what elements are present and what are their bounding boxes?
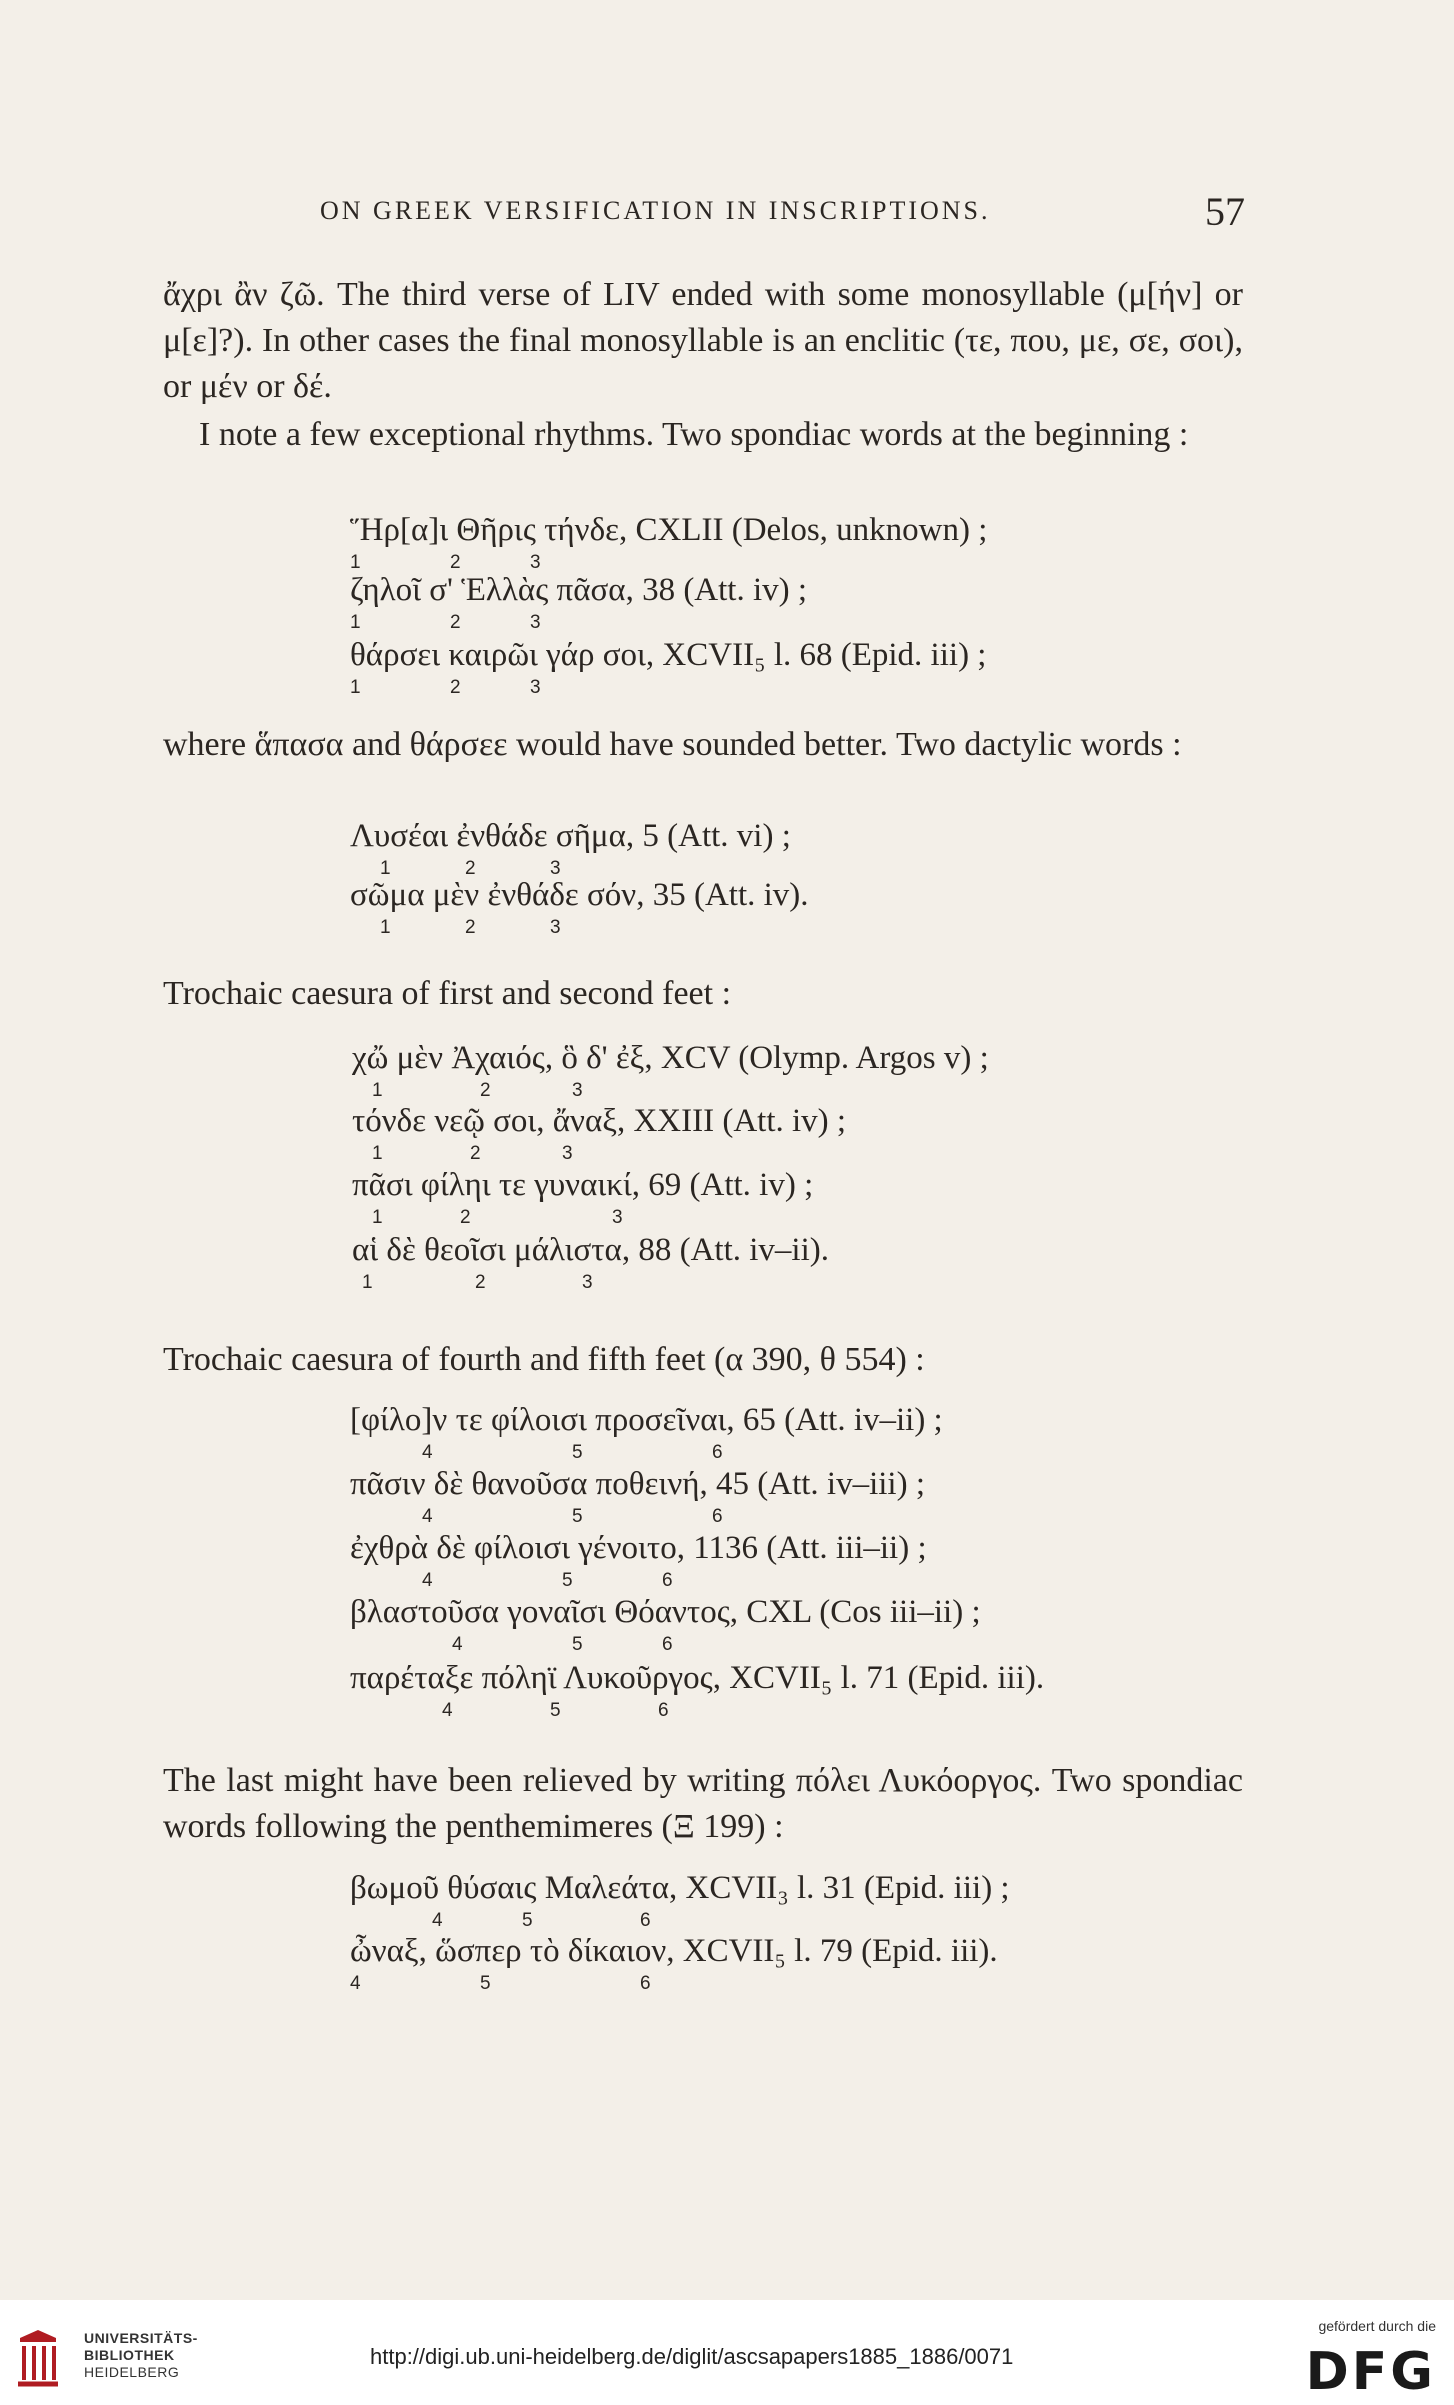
verse-line: ἐχθρὰ δὲ φίλοισι γένοιτο, 1136 (Att. iii–ii) ;: [350, 1530, 927, 1566]
foot-number: 1: [372, 1080, 383, 1101]
dfg-logo: DFG: [1305, 2342, 1436, 2402]
header-title: ON GREEK VERSIFICATION IN INSCRIPTIONS.: [320, 196, 991, 225]
library-name-line: HEIDELBERG: [84, 2364, 180, 2380]
foot-number: 1: [350, 552, 361, 573]
foot-number: 3: [550, 858, 561, 879]
foot-number: 2: [460, 1207, 471, 1228]
verse-line: βωμοῦ θύσαις Μαλεάτα, XCVII₃ l. 31 (Epid. iii) ;: [350, 1870, 1010, 1906]
foot-number: 6: [662, 1570, 673, 1591]
foot-number: 4: [442, 1700, 453, 1721]
foot-number: 1: [372, 1143, 383, 1164]
foot-number: 6: [640, 1973, 651, 1994]
verse-line: θάρσει καιρῶι γάρ σοι, XCVII₅ l. 68 (Epid. iii) ;: [350, 637, 987, 673]
paragraph-1: ἄχρι ἂν ζῶ. The third verse of LIV ended with some monosyllable (μ[ήν] or μ[ε]?). In other cases the final monosyllable is an enclitic (τε, που, με, σε, σοι), or μέν or δέ.: [163, 276, 1243, 405]
paragraph-6: The last might have been relieved by writing πόλει Λυκόοργος. Two spondiac words following the penthemimeres (Ξ 199) :: [163, 1762, 1243, 1845]
foot-number: 4: [422, 1442, 433, 1463]
foot-number: 3: [582, 1272, 593, 1293]
verse-line: παρέταξε πόληϊ Λυκοῦργος, XCVII₅ l. 71 (Epid. iii).: [350, 1660, 1045, 1696]
foot-number: 3: [530, 677, 541, 698]
verse-line: πᾶσιν δὲ θανοῦσα ποθεινή, 45 (Att. iv–iii) ;: [350, 1466, 926, 1502]
foot-number: 3: [612, 1207, 623, 1228]
foot-number: 6: [640, 1910, 651, 1931]
verse-line: χὤ μὲν Ἀχαιός, ὃ δ' ἐξ, XCV (Olymp. Argos v) ;: [352, 1040, 989, 1076]
foot-number: 1: [350, 612, 361, 633]
foot-number: 5: [572, 1634, 583, 1655]
foot-number: 5: [550, 1700, 561, 1721]
foot-number: 5: [572, 1506, 583, 1527]
verse-line: ζηλοῖ σ' Ἑλλὰς πᾶσα, 38 (Att. iv) ;: [350, 572, 808, 608]
foot-number: 6: [712, 1442, 723, 1463]
foot-number: 6: [712, 1506, 723, 1527]
foot-number: 3: [550, 917, 561, 938]
foot-number: 3: [530, 552, 541, 573]
foot-number: 5: [522, 1910, 533, 1931]
verse-line: [φίλο]ν τε φίλοισι προσεῖναι, 65 (Att. iv–ii) ;: [350, 1402, 943, 1438]
foot-number: 2: [465, 917, 476, 938]
library-name-line: BIBLIOTHEK: [84, 2347, 175, 2363]
foot-number: 3: [572, 1080, 583, 1101]
digitization-footer: [0, 2300, 1454, 2405]
verse-line: βλαστοῦσα γοναῖσι Θόαντος, CXL (Cos iii–ii) ;: [350, 1594, 981, 1630]
verse-line: τόνδε νεῷ σοι, ἄναξ, XXIII (Att. iv) ;: [352, 1103, 847, 1139]
verse-line: Ἥρ[α]ι Θῆρις τήνδε, CXLII (Delos, unknown) ;: [350, 512, 988, 548]
foot-number: 2: [450, 677, 461, 698]
verse-line: πᾶσι φίληι τε γυναικί, 69 (Att. iv) ;: [352, 1167, 814, 1203]
verse-line: Λυσέαι ἐνθάδε σῆμα, 5 (Att. vi) ;: [350, 818, 791, 854]
funding-label: gefördert durch die: [1318, 2318, 1436, 2334]
foot-number: 3: [530, 612, 541, 633]
foot-number: 4: [422, 1570, 433, 1591]
foot-number: 1: [372, 1207, 383, 1228]
foot-number: 3: [562, 1143, 573, 1164]
foot-number: 6: [658, 1700, 669, 1721]
source-url-link[interactable]: http://digi.ub.uni-heidelberg.de/diglit/ascsapapers1885_1886/0071: [370, 2344, 1014, 2369]
library-name-line: UNIVERSITÄTS-: [84, 2330, 198, 2346]
foot-number: 2: [465, 858, 476, 879]
foot-number: 4: [422, 1506, 433, 1527]
foot-number: 6: [662, 1634, 673, 1655]
paragraph-4: Trochaic caesura of first and second feet :: [163, 975, 732, 1012]
foot-number: 4: [350, 1973, 361, 1994]
page-number: 57: [1205, 189, 1245, 234]
foot-number: 1: [380, 858, 391, 879]
verse-line: αἱ δὲ θεοῖσι μάλιστα, 88 (Att. iv–ii).: [352, 1232, 829, 1268]
foot-number: 4: [432, 1910, 443, 1931]
foot-number: 1: [380, 917, 391, 938]
paragraph-2: I note a few exceptional rhythms. Two spondiac words at the beginning :: [199, 416, 1189, 453]
university-library-logo-icon: [14, 2328, 62, 2390]
foot-number: 2: [470, 1143, 481, 1164]
foot-number: 4: [452, 1634, 463, 1655]
foot-number: 1: [350, 677, 361, 698]
paragraph-3: where ἅπασα and θάρσεε would have sounded better. Two dactylic words :: [163, 726, 1182, 763]
foot-number: 5: [572, 1442, 583, 1463]
foot-number: 2: [450, 612, 461, 633]
verse-line: σῶμα μὲν ἐνθάδε σόν, 35 (Att. iv).: [350, 877, 809, 913]
foot-number: 2: [475, 1272, 486, 1293]
library-name: [84, 2330, 198, 2381]
foot-number: 2: [450, 552, 461, 573]
foot-number: 2: [480, 1080, 491, 1101]
verse-line: ὦναξ, ὥσπερ τὸ δίκαιον, XCVII₅ l. 79 (Epid. iii).: [350, 1933, 998, 1969]
foot-number: 1: [362, 1272, 373, 1293]
foot-number: 5: [562, 1570, 573, 1591]
paragraph-5: Trochaic caesura of fourth and fifth feet (α 390, θ 554) :: [163, 1341, 925, 1378]
foot-number: 5: [480, 1973, 491, 1994]
